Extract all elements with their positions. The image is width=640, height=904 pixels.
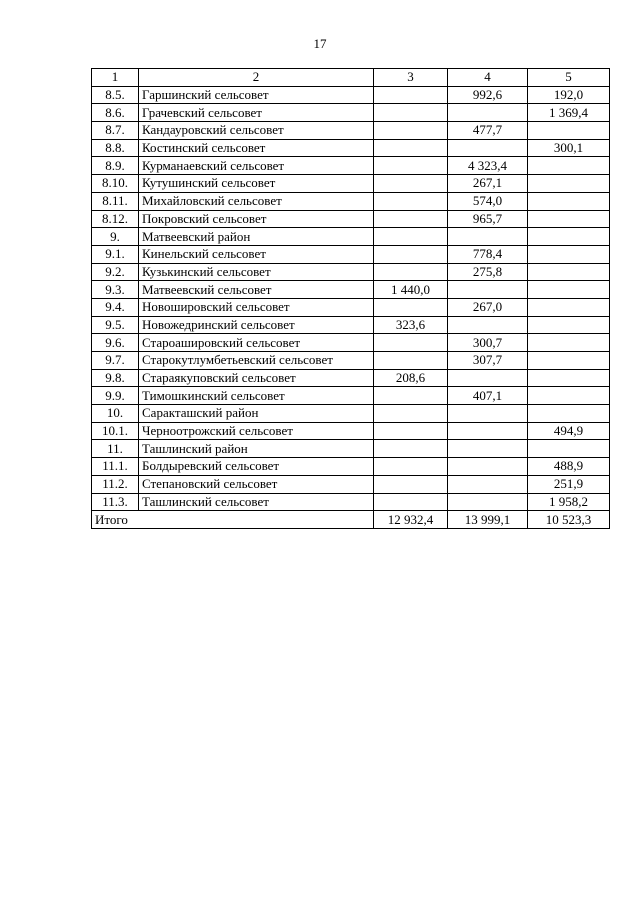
row-number: 11.3. bbox=[92, 493, 139, 511]
row-value-col3 bbox=[374, 139, 448, 157]
row-value-col4 bbox=[448, 440, 528, 458]
column-header-1: 1 bbox=[92, 69, 139, 87]
row-value-col4: 574,0 bbox=[448, 192, 528, 210]
table-row bbox=[92, 86, 610, 104]
row-name: Кутушинский сельсовет bbox=[139, 175, 374, 193]
row-value-col4: 778,4 bbox=[448, 245, 528, 263]
table-row bbox=[92, 228, 610, 246]
row-value-col5 bbox=[528, 122, 610, 140]
row-number: 8.11. bbox=[92, 192, 139, 210]
total-value-col4: 13 999,1 bbox=[448, 511, 528, 529]
table-row bbox=[92, 422, 610, 440]
row-name: Черноотрожский сельсовет bbox=[139, 422, 374, 440]
table-row bbox=[92, 352, 610, 370]
row-name: Покровский сельсовет bbox=[139, 210, 374, 228]
row-value-col3: 208,6 bbox=[374, 369, 448, 387]
row-number: 9.3. bbox=[92, 281, 139, 299]
table-row bbox=[92, 387, 610, 405]
row-value-col3 bbox=[374, 192, 448, 210]
row-name: Грачевский сельсовет bbox=[139, 104, 374, 122]
row-name: Ташлинский сельсовет bbox=[139, 493, 374, 511]
row-value-col4 bbox=[448, 104, 528, 122]
row-number: 9.1. bbox=[92, 245, 139, 263]
table-row bbox=[92, 281, 610, 299]
row-number: 9.4. bbox=[92, 298, 139, 316]
row-name: Саракташский район bbox=[139, 405, 374, 423]
row-value-col3 bbox=[374, 405, 448, 423]
total-value-col5: 10 523,3 bbox=[528, 511, 610, 529]
row-name: Старокутлумбетьевский сельсовет bbox=[139, 352, 374, 370]
row-number: 8.8. bbox=[92, 139, 139, 157]
row-value-col5 bbox=[528, 228, 610, 246]
row-name: Новошировский сельсовет bbox=[139, 298, 374, 316]
row-value-col3 bbox=[374, 352, 448, 370]
row-number: 8.9. bbox=[92, 157, 139, 175]
row-value-col5 bbox=[528, 387, 610, 405]
table-row bbox=[92, 175, 610, 193]
row-value-col3 bbox=[374, 157, 448, 175]
row-number: 10.1. bbox=[92, 422, 139, 440]
row-name: Ташлинский район bbox=[139, 440, 374, 458]
row-value-col5 bbox=[528, 245, 610, 263]
table-body bbox=[92, 69, 610, 529]
row-value-col4 bbox=[448, 475, 528, 493]
row-value-col4: 267,1 bbox=[448, 175, 528, 193]
row-value-col5 bbox=[528, 281, 610, 299]
row-number: 9.7. bbox=[92, 352, 139, 370]
row-value-col3 bbox=[374, 263, 448, 281]
row-value-col3 bbox=[374, 228, 448, 246]
row-value-col5: 251,9 bbox=[528, 475, 610, 493]
table-row bbox=[92, 157, 610, 175]
row-value-col5 bbox=[528, 175, 610, 193]
row-value-col5: 300,1 bbox=[528, 139, 610, 157]
row-value-col3 bbox=[374, 475, 448, 493]
row-name: Степановский сельсовет bbox=[139, 475, 374, 493]
total-value-col3: 12 932,4 bbox=[374, 511, 448, 529]
row-value-col4: 965,7 bbox=[448, 210, 528, 228]
table-row bbox=[92, 298, 610, 316]
row-number: 8.7. bbox=[92, 122, 139, 140]
page-number: 17 bbox=[313, 36, 327, 51]
row-value-col3 bbox=[374, 245, 448, 263]
row-value-col5 bbox=[528, 298, 610, 316]
row-value-col3 bbox=[374, 458, 448, 476]
row-value-col4: 275,8 bbox=[448, 263, 528, 281]
row-value-col5 bbox=[528, 263, 610, 281]
row-value-col5 bbox=[528, 316, 610, 334]
row-value-col3 bbox=[374, 175, 448, 193]
row-name: Кандауровский сельсовет bbox=[139, 122, 374, 140]
row-value-col3 bbox=[374, 298, 448, 316]
row-value-col5 bbox=[528, 352, 610, 370]
row-number: 8.5. bbox=[92, 86, 139, 104]
table-row bbox=[92, 139, 610, 157]
row-value-col3 bbox=[374, 387, 448, 405]
row-value-col4 bbox=[448, 228, 528, 246]
row-value-col3 bbox=[374, 86, 448, 104]
row-value-col4: 267,0 bbox=[448, 298, 528, 316]
row-number: 9.2. bbox=[92, 263, 139, 281]
table-row bbox=[92, 192, 610, 210]
row-number: 9. bbox=[92, 228, 139, 246]
row-value-col4 bbox=[448, 369, 528, 387]
table-row bbox=[92, 475, 610, 493]
column-header-4: 4 bbox=[448, 69, 528, 87]
row-name: Новожедринский сельсовет bbox=[139, 316, 374, 334]
row-value-col3 bbox=[374, 493, 448, 511]
table-row bbox=[92, 263, 610, 281]
row-name: Матвеевский сельсовет bbox=[139, 281, 374, 299]
row-number: 8.12. bbox=[92, 210, 139, 228]
row-value-col3 bbox=[374, 210, 448, 228]
row-value-col4: 407,1 bbox=[448, 387, 528, 405]
table-row bbox=[92, 440, 610, 458]
table-row bbox=[92, 493, 610, 511]
row-value-col4 bbox=[448, 316, 528, 334]
row-value-col5: 1 958,2 bbox=[528, 493, 610, 511]
column-header-3: 3 bbox=[374, 69, 448, 87]
row-number: 10. bbox=[92, 405, 139, 423]
row-number: 9.8. bbox=[92, 369, 139, 387]
row-value-col4 bbox=[448, 281, 528, 299]
allocation-table bbox=[91, 68, 610, 529]
row-value-col4 bbox=[448, 493, 528, 511]
row-name: Гаршинский сельсовет bbox=[139, 86, 374, 104]
row-number: 11. bbox=[92, 440, 139, 458]
row-value-col3 bbox=[374, 422, 448, 440]
total-row bbox=[92, 511, 610, 529]
row-value-col5 bbox=[528, 440, 610, 458]
row-value-col5 bbox=[528, 369, 610, 387]
table-row bbox=[92, 458, 610, 476]
row-value-col4 bbox=[448, 422, 528, 440]
row-value-col5 bbox=[528, 192, 610, 210]
row-value-col4 bbox=[448, 458, 528, 476]
row-value-col3 bbox=[374, 104, 448, 122]
row-value-col4 bbox=[448, 139, 528, 157]
row-name: Тимошкинский сельсовет bbox=[139, 387, 374, 405]
row-number: 9.6. bbox=[92, 334, 139, 352]
row-name: Матвеевский район bbox=[139, 228, 374, 246]
row-value-col5: 494,9 bbox=[528, 422, 610, 440]
row-number: 8.10. bbox=[92, 175, 139, 193]
row-name: Болдыревский сельсовет bbox=[139, 458, 374, 476]
row-value-col5: 488,9 bbox=[528, 458, 610, 476]
row-value-col5 bbox=[528, 405, 610, 423]
row-value-col4: 307,7 bbox=[448, 352, 528, 370]
row-number: 11.2. bbox=[92, 475, 139, 493]
row-number: 9.9. bbox=[92, 387, 139, 405]
table-row bbox=[92, 245, 610, 263]
row-name: Михайловский сельсовет bbox=[139, 192, 374, 210]
row-value-col4: 477,7 bbox=[448, 122, 528, 140]
row-number: 11.1. bbox=[92, 458, 139, 476]
table-row bbox=[92, 334, 610, 352]
row-value-col4: 992,6 bbox=[448, 86, 528, 104]
row-value-col3: 323,6 bbox=[374, 316, 448, 334]
row-value-col5 bbox=[528, 210, 610, 228]
table-row bbox=[92, 210, 610, 228]
row-name: Кузькинский сельсовет bbox=[139, 263, 374, 281]
row-name: Стараякуповский сельсовет bbox=[139, 369, 374, 387]
row-value-col5 bbox=[528, 334, 610, 352]
row-value-col3 bbox=[374, 122, 448, 140]
column-header-5: 5 bbox=[528, 69, 610, 87]
row-value-col4 bbox=[448, 405, 528, 423]
table-row bbox=[92, 104, 610, 122]
row-number: 8.6. bbox=[92, 104, 139, 122]
row-value-col3: 1 440,0 bbox=[374, 281, 448, 299]
row-value-col5: 192,0 bbox=[528, 86, 610, 104]
row-value-col4: 4 323,4 bbox=[448, 157, 528, 175]
table-header-row bbox=[92, 69, 610, 87]
row-name: Кинельский сельсовет bbox=[139, 245, 374, 263]
row-value-col4: 300,7 bbox=[448, 334, 528, 352]
row-name: Староашировский сельсовет bbox=[139, 334, 374, 352]
row-value-col5: 1 369,4 bbox=[528, 104, 610, 122]
table-row bbox=[92, 369, 610, 387]
table-row bbox=[92, 316, 610, 334]
row-name: Курманаевский сельсовет bbox=[139, 157, 374, 175]
table-row bbox=[92, 405, 610, 423]
row-value-col3 bbox=[374, 440, 448, 458]
row-name: Костинский сельсовет bbox=[139, 139, 374, 157]
total-label: Итого bbox=[92, 511, 374, 529]
column-header-2: 2 bbox=[139, 69, 374, 87]
table-row bbox=[92, 122, 610, 140]
row-value-col3 bbox=[374, 334, 448, 352]
row-value-col5 bbox=[528, 157, 610, 175]
row-number: 9.5. bbox=[92, 316, 139, 334]
